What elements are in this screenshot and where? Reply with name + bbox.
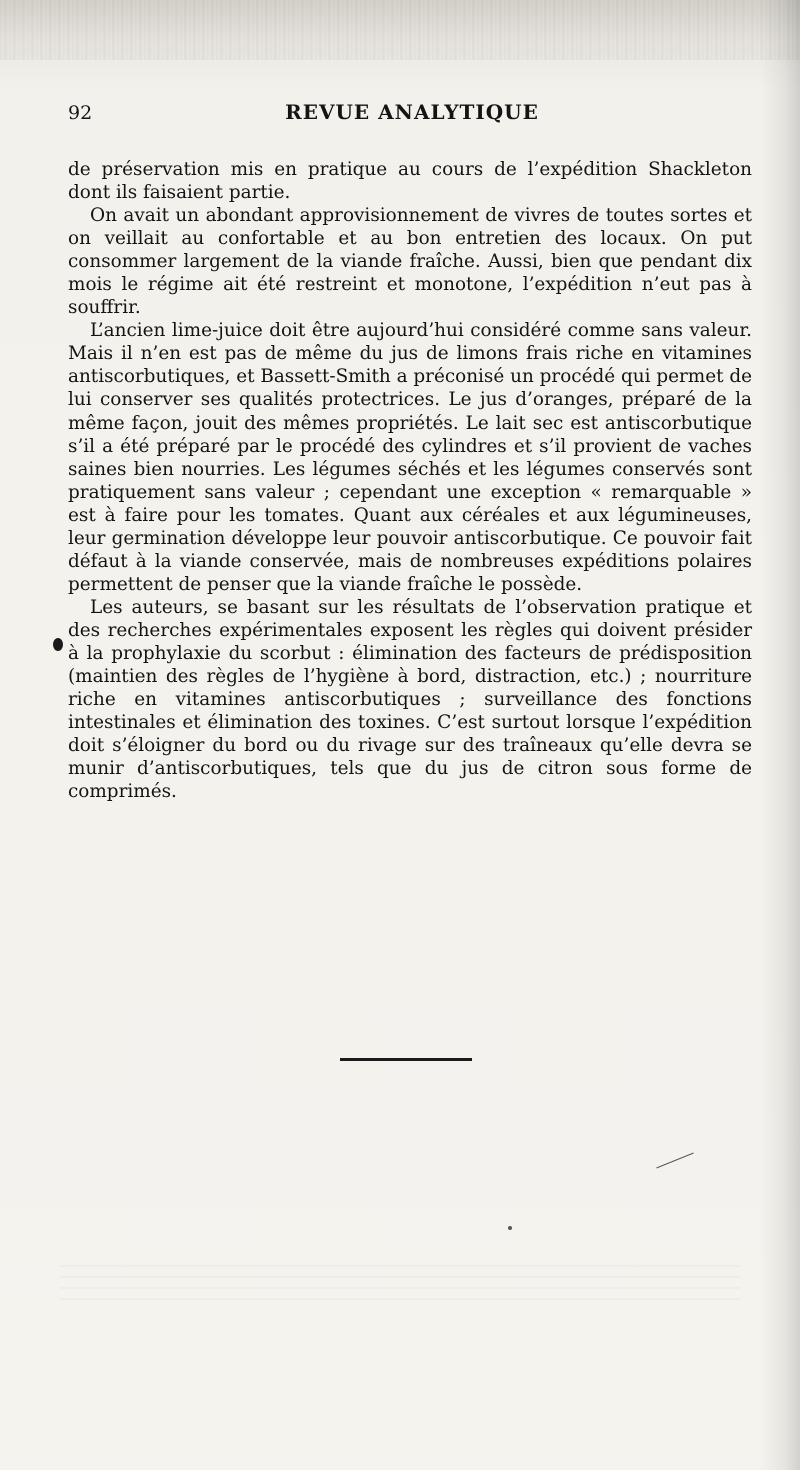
article-body <box>68 158 752 803</box>
stray-pen-mark <box>656 1153 693 1169</box>
paragraph-continuation: de préservation mis en pratique au cours de l’expédition Shackleton dont ils faisaient partie. <box>68 159 752 204</box>
page-edge-shadow <box>760 0 800 1470</box>
ink-blot-mark <box>53 638 63 651</box>
dust-speck <box>508 1226 512 1230</box>
running-title: REVUE ANALYTIQUE <box>285 100 539 124</box>
scan-shadow <box>0 0 800 60</box>
paragraph-provisions: On avait un abondant approvisionnement de vivres de toutes sortes et on veillait au confortable et au bon entretien des locaux. On put consommer largement de la viande fraîche. Aussi, bien que pendant dix mois le régime ait été restreint et monotone, l’expédition n’eut pas à souffrir. <box>68 205 752 319</box>
show-through-bleed <box>60 1260 740 1300</box>
page-number: 92 <box>68 102 93 124</box>
section-end-rule <box>340 1058 472 1061</box>
paragraph-antiscorbutics: L’ancien lime-juice doit être aujourd’hui considéré comme sans valeur. Mais il n’en est pas de même du jus de limons frais riche en vitamines antiscorbutiques, et Bassett-Smith a préconisé un procédé qui permet de lui conserver ses qualités protectrices. Le jus d’oranges, préparé de la même façon, jouit des mêmes propriétés. Le lait sec est antiscorbutique s’il a été préparé par le procédé des cylindres et s’il provient de vaches saines bien nourries. Les légumes séchés et les légumes conservés sont pratiquement sans valeur ; cependant une exception « remarquable » est à faire pour les tomates. Quant aux céréales et aux légumineuses, leur germination développe leur pouvoir antiscorbutique. Ce pouvoir fait défaut à la viande conservée, mais de nombreuses expéditions polaires permettent de penser que la viande fraîche le possède. <box>68 320 752 595</box>
paragraph-prophylaxis: Les auteurs, se basant sur les résultats de l’observation pratique et des recherches expérimentales exposent les règles qui doivent présider à la prophylaxie du scorbut : élimination des facteurs de prédisposition (maintien des règles de l’hygiène à bord, distraction, etc.) ; nourriture riche en vitamines antiscorbutiques ; surveillance des fonctions intestinales et élimination des toxines. C’est surtout lorsque l’expédition doit s’éloigner du bord ou du rivage sur des traîneaux qu’elle devra se munir d’antiscorbutiques, tels que du jus de citron sous forme de comprimés. <box>68 596 752 803</box>
page-header <box>68 98 756 128</box>
